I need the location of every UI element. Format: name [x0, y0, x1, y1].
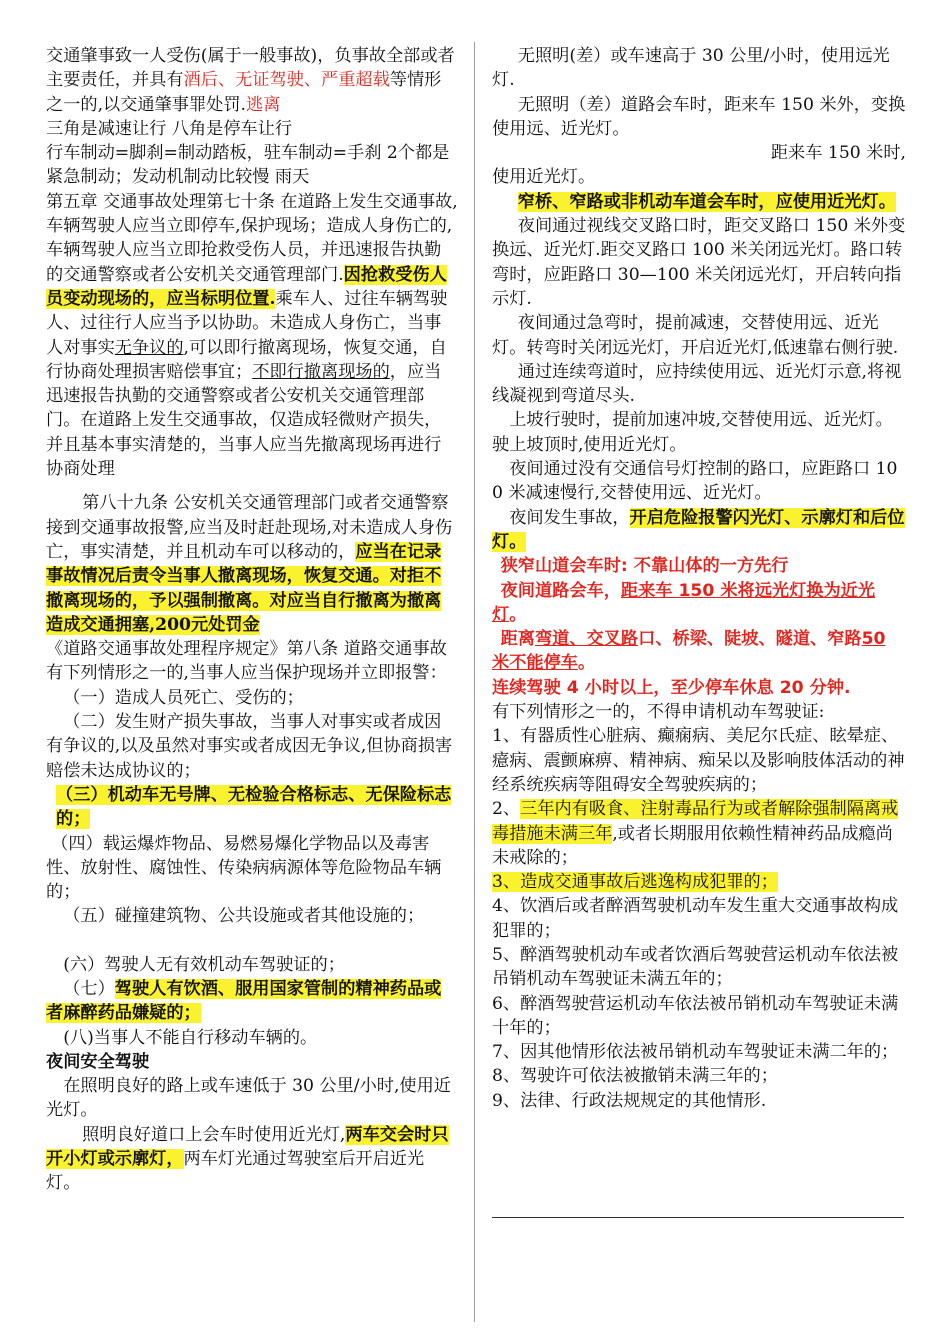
paragraph-r15: 有下列情形之一的，不得申请机动车驾驶证:	[492, 702, 825, 723]
paragraph-r13	[492, 627, 906, 676]
paragraph-r14: 连续驾驶 4 小时以上，至少停车休息 20 分钟.	[492, 677, 851, 698]
highlighted-text: 应当在记录事故情况后责令当事人撤离现场，恢复交通。对拒不撤离现场的，予以强制撤离。对应当自行撤离为撤离造成交通拥塞,200元处罚金	[46, 541, 442, 635]
highlighted-text: （三）机动车无号牌、无检验合格标志、无保险标志的；	[56, 784, 452, 830]
list-item: 1、有器质性心脏病、癫痫病、美尼尔氏症、眩晕症、癔病、震颤麻痹、精神病、痴呆以及影响肢体活动的神经系统疾病等阻碍安全驾驶疾病的；	[492, 726, 905, 795]
paragraph-r9: 夜间通过没有交通信号灯控制的路口，应距路口 100 米减速慢行,交替使用远、近光灯。	[492, 459, 898, 504]
paragraph-r6: 夜间通过急弯时，提前减速，交替使用远、近光灯。转弯时关闭远光灯，开启近光灯,低速靠右侧行驶.	[492, 313, 899, 358]
list-item	[492, 797, 906, 870]
paragraph-brakes: 行车制动=脚刹=制动踏板，驻车制动=手刹 2个都是紧急制动；发动机制动比较慢 雨天	[46, 143, 450, 188]
highlighted-text: 窄桥、窄路或非机动车道会车时，应使用近光灯。	[517, 191, 896, 212]
line-triangle-octagon: 三角是减速让行 八角是停车让行	[46, 118, 293, 139]
list-item: 8、驾驶许可依法被撤销未满三年的；	[492, 1066, 778, 1087]
paragraph-r4	[492, 190, 906, 214]
underlined-text: 弯道、交叉路	[534, 629, 639, 650]
list-item: 9、法律、行政法规规定的其他情形.	[492, 1090, 767, 1111]
paragraph-night1: 在照明良好的路上或车速低于 30 公里/小时,使用近光灯。	[46, 1076, 451, 1121]
paragraph-r5: 夜间通过视线交叉路口时，距交叉路口 150 米外变换远、近光灯.距交叉路口 100 米关闭远光灯。路口转弯时，应距路口 30—100 米关闭远光灯，开启转向指示灯.	[492, 216, 906, 309]
red-text: 逃离	[246, 94, 281, 115]
list-item: （五）碰撞建筑物、公共设施或者其他设施的；	[63, 906, 425, 927]
text: 。	[577, 653, 596, 674]
list-item	[492, 870, 906, 894]
list-item: 7、因其他情形依法被吊销机动车驾驶证未满二年的；	[492, 1042, 899, 1063]
column-divider	[474, 42, 475, 1322]
highlighted-text: 3、造成交通事故后逃逸构成犯罪的；	[492, 872, 778, 893]
text: 等情形之一的,以交通肇事罪处罚.	[46, 70, 442, 115]
list-item	[46, 977, 458, 1026]
list-item: (六）驾驶人无有效机动车驾驶证的；	[63, 954, 345, 975]
paragraph-r2: 无照明（差）道路会车时，距来车 150 米外，变换使用远、近光灯。	[492, 94, 906, 139]
text: 乘车人、过往车辆驾驶人、过往行人应当予以协助。未造成人身伤亡，当事人对事实	[46, 288, 448, 358]
left-column	[46, 44, 458, 1196]
highlighted-text: 三年内有吸食、注射毒品行为或者解除强制隔离戒毒措施未满三年	[492, 799, 899, 844]
highlighted-text: 驾驶人有饮酒、服用国家管制的精神药品或者麻醉药品嫌疑的；	[46, 978, 442, 1024]
bottom-rule	[492, 1217, 904, 1218]
list-item: 6、醉酒驾驶营运机动车依法被吊销机动车驾驶证未满十年的；	[492, 993, 899, 1038]
text: 夜间发生事故，	[509, 507, 630, 528]
paragraph-r3: 距来车 150 米时,	[770, 143, 906, 164]
text: 口、桥梁、陡坡、隧道、窄路	[638, 629, 862, 650]
list-item: （四）载运爆炸物品、易燃易爆化学物品以及毒害性、放射性、腐蚀性、传染病病源体等危险物品车辆的；	[46, 833, 442, 903]
list-item: （一）造成人员死亡、受伤的；	[63, 687, 304, 708]
list-item: 4、饮酒后或者醉酒驾驶机动车发生重大交通事故构成犯罪的；	[492, 896, 899, 941]
highlighted-text: 因抢救受伤人员变动现场的，应当标明位置.	[46, 264, 447, 309]
paragraph-chapter5-article70	[46, 190, 458, 482]
text: 。	[509, 604, 527, 625]
list-item: (八)当事人不能自行移动车辆的。	[63, 1027, 318, 1048]
text: 第八十九条 公安机关交通管理部门或者交通警察接到交通事故报警,应当及时赶赴现场,对未造成人身伤亡，事实清楚，并且机动车可以移动的，	[46, 493, 453, 562]
text: ,或者长期服用依赖性精神药品成瘾尚未戒除的；	[492, 823, 893, 868]
text: 第五章 交通事故处理第七十条 在道路上发生交通事故,车辆驾驶人应当立即停车,保护现场；造成人身伤亡的,车辆驾驶人应当立即抢救受伤人员，并迅速报告执勤的交通警察或者公安机关交通管理部门.	[46, 191, 458, 285]
list-item: 5、醉酒驾驶机动车或者饮酒后驾驶营运机动车依法被吊销机动车驾驶证未满五年的；	[492, 944, 899, 990]
paragraph-article89	[46, 491, 458, 637]
text: （七）	[63, 978, 115, 999]
paragraph-r7: 通过连续弯道时，应持续使用远、近光灯示意,将视线凝视到弯道尽头.	[492, 361, 902, 407]
text: 交通肇事致一人受伤(属于一般事故)，负事故全部或者主要责任，并具有	[46, 46, 455, 91]
paragraph-r8: 上坡行驶时，提前加速冲坡,交替使用远、近光灯。驶上坡顶时,使用近光灯。	[492, 410, 893, 455]
paragraph-traffic-accident-crime	[46, 44, 458, 117]
paragraph-procedure-rule8: 《道路交通事故处理程序规定》第八条 道路交通事故有下列情形之一的,当事人应当保护现场并立即报警：	[46, 639, 447, 684]
underlined-text: 距来车 150 米将远光灯换为近光灯	[492, 580, 876, 625]
text: 照明良好道口上会车时使用近光灯,	[82, 1124, 346, 1145]
paragraph-r11: 狭窄山道会车时: 不靠山体的一方先行	[500, 556, 789, 577]
text: ，应当迅速报告执勤的交通警察或者公安机关交通管理部门。在道路上发生交通事故，仅造成轻微财产损失，并且基本事实清楚的，当事人应当先撤离现场再进行协商处理	[46, 361, 442, 480]
text: 夜间道路会车，	[500, 580, 621, 601]
list-item	[46, 783, 458, 832]
underlined-text: 无争议的	[114, 337, 184, 358]
text: 2、	[492, 799, 521, 820]
right-column	[492, 44, 906, 1113]
paragraph-night2	[46, 1123, 458, 1196]
paragraph-r1: 无照明(差）或车速高于 30 公里/小时，使用远光灯.	[492, 46, 890, 91]
paragraph-r12	[492, 579, 906, 628]
section-title-night-driving: 夜间安全驾驶	[46, 1051, 150, 1072]
text: ,可以即行撤离现场，恢复交通，自行协商处理损害赔偿事宜；	[46, 337, 447, 382]
highlighted-text: 开启危险报警闪光灯、示廓灯和后位灯。	[492, 507, 905, 552]
list-item: （二）发生财产损失事故，当事人对事实或者成因有争议的,以及虽然对事实或者成因无争议,但协商损害赔偿未达成协议的；	[46, 712, 453, 781]
text: 两车灯光通过驾驶室后开启近光灯。	[46, 1149, 425, 1194]
red-text: 酒后、无证驾驶、严重超载	[183, 70, 390, 91]
paragraph-r10	[492, 506, 906, 555]
paragraph-r3b: 使用近光灯。	[492, 167, 596, 188]
underlined-text: 不即行撤离现场的	[252, 361, 390, 382]
text: 距离	[500, 629, 535, 650]
underlined-text: 50 米不能停车	[492, 629, 886, 674]
highlighted-text: 两车交会时只开小灯或示廓灯，	[46, 1124, 449, 1170]
